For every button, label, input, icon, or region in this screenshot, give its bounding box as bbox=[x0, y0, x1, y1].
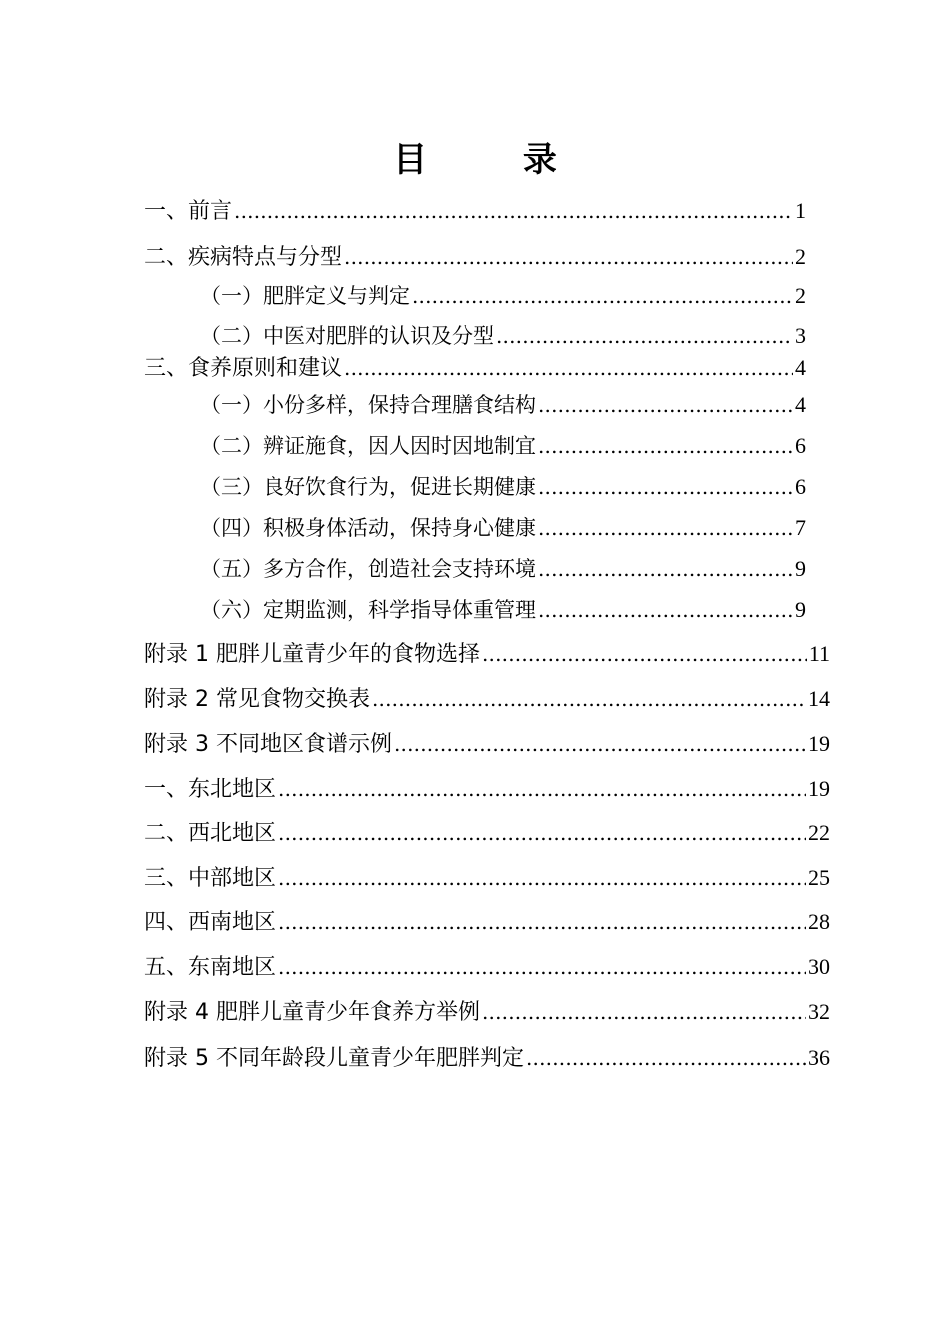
toc-page-number: 3 bbox=[795, 323, 806, 348]
toc-entry-region-northwest[interactable] bbox=[144, 816, 830, 847]
toc-entry-appendix-4[interactable] bbox=[144, 995, 830, 1026]
toc-entry-label: 附录 2 常见食物交换表 bbox=[144, 687, 370, 712]
toc-entry-principle-6[interactable] bbox=[200, 594, 806, 624]
dot-leader bbox=[394, 732, 806, 756]
dot-leader bbox=[482, 1000, 806, 1024]
toc-entry-tcm-classification[interactable] bbox=[200, 320, 806, 350]
toc-page-number: 14 bbox=[808, 686, 830, 711]
toc-entry-principle-1[interactable] bbox=[200, 389, 806, 419]
toc-entry-label: （二）中医对肥胖的认识及分型 bbox=[200, 324, 494, 348]
toc-page-number: 2 bbox=[795, 283, 806, 308]
toc-entry-label: 一、东北地区 bbox=[144, 777, 277, 802]
toc-entry-label: 附录 1 肥胖儿童青少年的食物选择 bbox=[144, 642, 480, 667]
toc-page-number: 36 bbox=[808, 1045, 830, 1070]
toc-page-number: 7 bbox=[795, 515, 806, 540]
toc-entry-label: （五）多方合作，创造社会支持环境 bbox=[200, 557, 536, 581]
dot-leader bbox=[496, 324, 793, 348]
toc-entry-region-southeast[interactable] bbox=[144, 950, 830, 981]
toc-entry-label: 二、疾病特点与分型 bbox=[144, 245, 343, 270]
toc-page-number: 25 bbox=[808, 865, 830, 890]
toc-page-number: 19 bbox=[808, 776, 830, 801]
dot-leader bbox=[538, 393, 793, 417]
page-title: 目 录 bbox=[393, 140, 599, 180]
toc-page-number: 1 bbox=[795, 198, 806, 223]
dot-leader bbox=[278, 910, 806, 934]
toc-page-number: 6 bbox=[795, 433, 806, 458]
toc-page-number: 4 bbox=[795, 392, 806, 417]
toc-entry-label: （一）肥胖定义与判定 bbox=[200, 284, 410, 308]
toc-entry-appendix-2[interactable] bbox=[144, 682, 830, 713]
dot-leader bbox=[278, 821, 806, 845]
dot-leader bbox=[278, 866, 806, 890]
toc-entry-disease-features[interactable] bbox=[144, 240, 806, 271]
toc-page-number: 32 bbox=[808, 999, 830, 1024]
dot-leader bbox=[372, 687, 806, 711]
toc-page-number: 30 bbox=[808, 954, 830, 979]
dot-leader bbox=[538, 598, 793, 622]
toc-page-number: 6 bbox=[795, 474, 806, 499]
dot-leader bbox=[344, 245, 793, 269]
toc-entry-label: 五、东南地区 bbox=[144, 955, 277, 980]
dot-leader bbox=[538, 434, 793, 458]
toc-entry-appendix-1[interactable] bbox=[144, 637, 830, 668]
toc-entry-principle-2[interactable] bbox=[200, 430, 806, 460]
toc-entry-label: 四、西南地区 bbox=[144, 910, 277, 935]
dot-leader bbox=[278, 955, 806, 979]
dot-leader bbox=[278, 777, 806, 801]
toc-entry-label: 附录 4 肥胖儿童青少年食养方举例 bbox=[144, 1000, 480, 1025]
toc-page-number: 9 bbox=[795, 597, 806, 622]
toc-entry-obesity-definition[interactable] bbox=[200, 280, 806, 310]
toc-page-number: 4 bbox=[795, 355, 806, 380]
toc-entry-principle-4[interactable] bbox=[200, 512, 806, 542]
toc-entry-diet-principles[interactable] bbox=[144, 351, 806, 382]
toc-entry-label: 附录 3 不同地区食谱示例 bbox=[144, 732, 392, 757]
dot-leader bbox=[538, 475, 793, 499]
toc-entry-region-northeast[interactable] bbox=[144, 772, 830, 803]
toc-entry-label: （一）小份多样，保持合理膳食结构 bbox=[200, 393, 536, 417]
toc-page-number: 11 bbox=[808, 641, 830, 666]
dot-leader bbox=[344, 356, 793, 380]
toc-entry-appendix-3[interactable] bbox=[144, 727, 830, 758]
dot-leader bbox=[526, 1046, 806, 1070]
toc-entry-preface[interactable] bbox=[144, 194, 806, 225]
toc-page-number: 9 bbox=[795, 556, 806, 581]
dot-leader bbox=[482, 642, 807, 666]
toc-entry-principle-3[interactable] bbox=[200, 471, 806, 501]
toc-entry-label: 附录 5 不同年龄段儿童青少年肥胖判定 bbox=[144, 1046, 524, 1071]
toc-entry-label: 三、中部地区 bbox=[144, 866, 277, 891]
toc-entry-region-southwest[interactable] bbox=[144, 905, 830, 936]
toc-page-number: 22 bbox=[808, 820, 830, 845]
toc-entry-principle-5[interactable] bbox=[200, 553, 806, 583]
toc-page-number: 2 bbox=[795, 244, 806, 269]
dot-leader bbox=[412, 284, 793, 308]
toc-entry-region-central[interactable] bbox=[144, 861, 830, 892]
dot-leader bbox=[538, 557, 793, 581]
toc-entry-label: （三）良好饮食行为，促进长期健康 bbox=[200, 475, 536, 499]
toc-entry-appendix-5[interactable] bbox=[144, 1041, 830, 1072]
toc-entry-label: 一、前言 bbox=[144, 199, 233, 224]
toc-entry-label: 二、西北地区 bbox=[144, 821, 277, 846]
toc-entry-label: （二）辨证施食，因人因时因地制宜 bbox=[200, 434, 536, 458]
toc-entry-label: 三、食养原则和建议 bbox=[144, 356, 343, 381]
dot-leader bbox=[538, 516, 793, 540]
dot-leader bbox=[234, 199, 793, 223]
toc-entry-label: （四）积极身体活动，保持身心健康 bbox=[200, 516, 536, 540]
toc-page-number: 28 bbox=[808, 909, 830, 934]
toc-page-number: 19 bbox=[808, 731, 830, 756]
toc-entry-label: （六）定期监测，科学指导体重管理 bbox=[200, 598, 536, 622]
